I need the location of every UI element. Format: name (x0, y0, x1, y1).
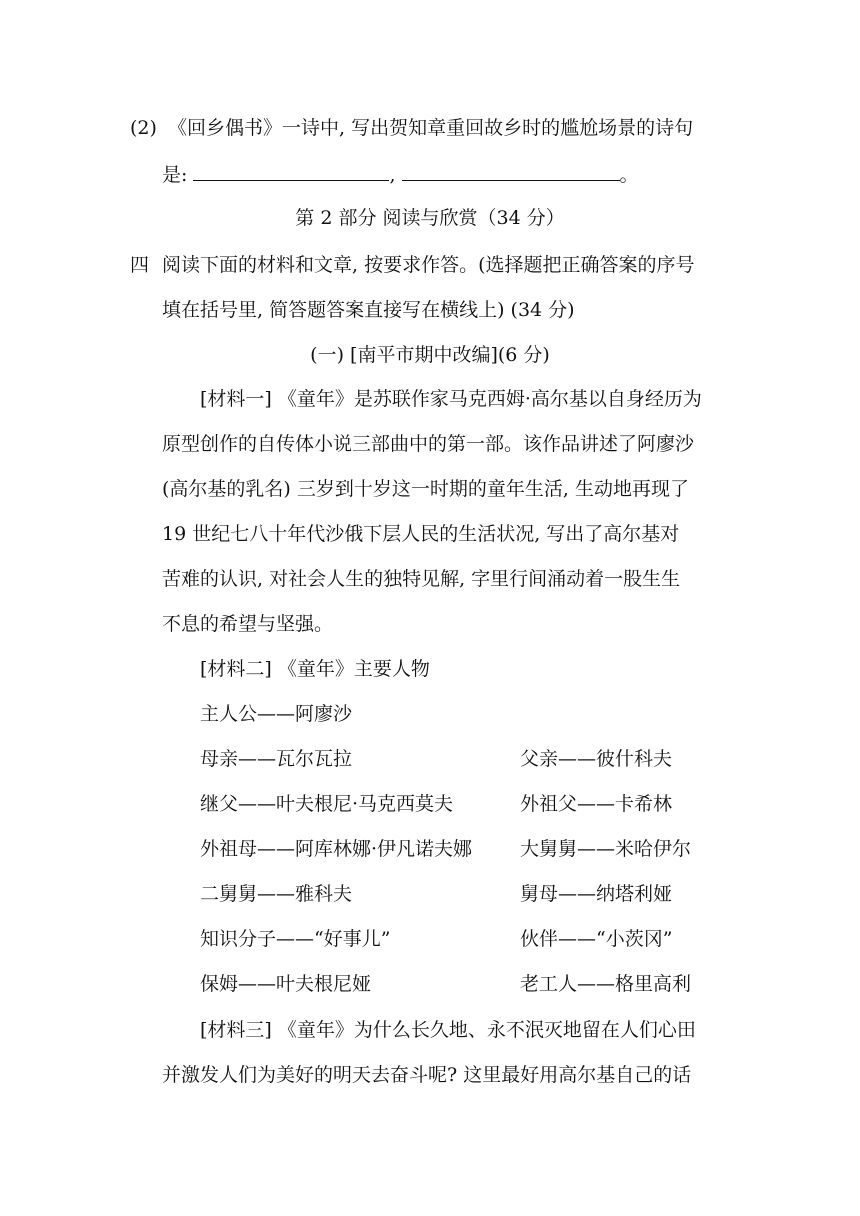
character-right: 老工人——格里高利 (520, 973, 692, 995)
answer-blank-2[interactable] (402, 162, 620, 181)
material-3-line: [材料三] 《童年》为什么长久地、永不泯灭地留在人们心田 (200, 1019, 696, 1041)
character-left: 继父——叶夫根尼·马克西莫夫 (200, 793, 454, 815)
answer-comma: , (389, 164, 396, 186)
answer-blank-1[interactable] (193, 162, 389, 181)
character-right: 父亲——彼什科夫 (520, 748, 673, 770)
material-1-line: 19 世纪七八十年代沙俄下层人民的生活状况, 写出了高尔基对 (162, 523, 680, 545)
answer-period: 。 (619, 164, 639, 186)
question-2-answer-line (162, 162, 639, 188)
character-left: 外祖母——阿库林娜·伊凡诺夫娜 (200, 838, 473, 860)
section-4-number: 四 (130, 254, 150, 276)
character-right: 伙伴——“小茨冈” (520, 928, 673, 950)
character-right: 舅母——纳塔利娅 (520, 883, 673, 905)
character-right: 大舅舅——米哈伊尔 (520, 838, 692, 860)
question-2-number: (2) (130, 117, 157, 139)
section-4-instruction-line-1: 阅读下面的材料和文章, 按要求作答。(选择题把正确答案的序号 (162, 254, 695, 276)
answer-prefix: 是: (162, 164, 188, 186)
material-1-line: 苦难的认识, 对社会人生的独特见解, 字里行间涌动着一股生生 (162, 568, 681, 590)
material-1-line: [材料一] 《童年》是苏联作家马克西姆·高尔基以自身经历为 (200, 388, 702, 410)
question-2-text: 《回乡偶书》一诗中, 写出贺知章重回故乡时的尴尬场景的诗句 (168, 117, 694, 139)
material-1-line: 不息的希望与坚强。 (162, 613, 334, 635)
material-1-line: 原型创作的自传体小说三部曲中的第一部。该作品讲述了阿廖沙 (162, 433, 695, 455)
protagonist: 主人公——阿廖沙 (200, 703, 353, 725)
material-2-heading: [材料二] 《童年》主要人物 (200, 658, 430, 680)
character-left: 二舅舅——雅科夫 (200, 883, 353, 905)
character-left: 保姆——叶夫根尼娅 (200, 973, 372, 995)
material-1-line: (高尔基的乳名) 三岁到十岁这一时期的童年生活, 生动地再现了 (162, 478, 689, 500)
character-right: 外祖父——卡希林 (520, 793, 673, 815)
character-left: 知识分子——“好事儿” (200, 928, 391, 950)
character-left: 母亲——瓦尔瓦拉 (200, 748, 353, 770)
material-3-line: 并激发人们为美好的明天去奋斗呢? 这里最好用高尔基自己的话 (162, 1064, 692, 1086)
part-2-title: 第 2 部分 阅读与欣赏（34 分） (295, 207, 565, 229)
subsection-1-title: (一) [南平市期中改编](6 分) (310, 344, 550, 366)
section-4-instruction-line-2: 填在括号里, 简答题答案直接写在横线上) (34 分) (162, 299, 575, 321)
